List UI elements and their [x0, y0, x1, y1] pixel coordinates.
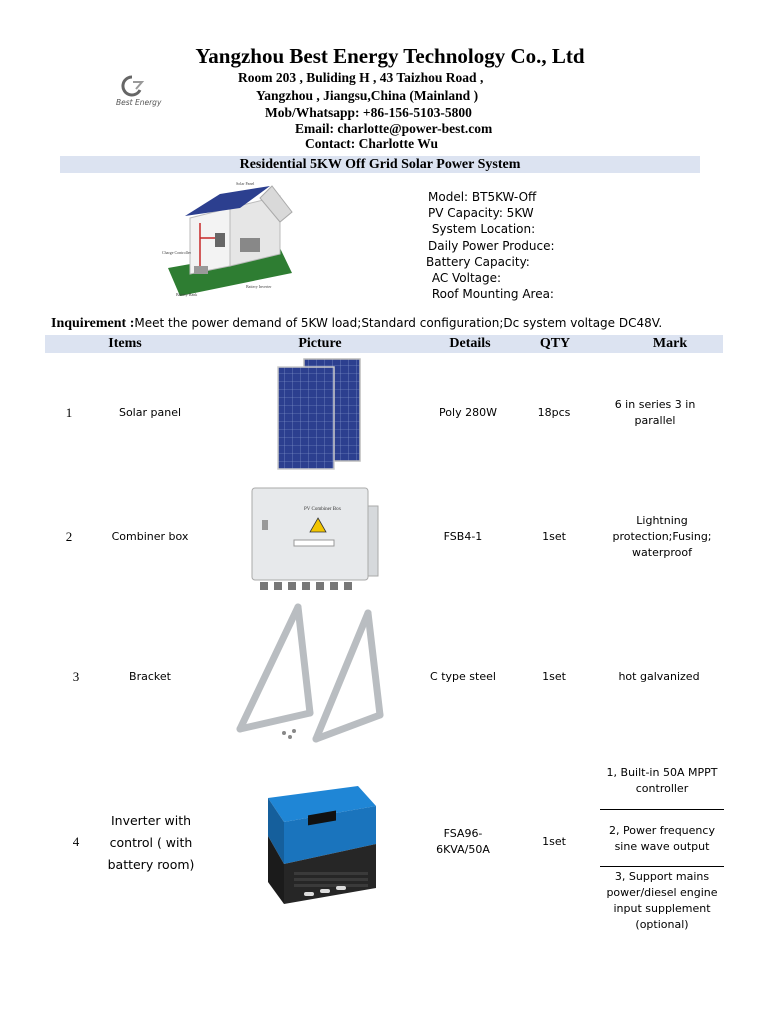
logo-text: Best Energy — [116, 98, 162, 107]
row-1-number: 1 — [65, 405, 73, 420]
spec-model: Model: BT5KW-Off — [428, 190, 537, 204]
requirement-line — [51, 316, 662, 332]
row-2-mark-line-1: Lightning — [636, 514, 688, 527]
spec-system-location: System Location: — [428, 222, 536, 237]
spec-roof-area: Roof Mounting Area: — [428, 287, 554, 302]
row-2-mark-line-2: protection;Fusing; — [612, 530, 712, 543]
row-1-mark — [600, 397, 710, 429]
row-4-mark-line-1: 1, Built-in 50A MPPT — [606, 766, 718, 779]
header-picture: Picture — [298, 336, 342, 351]
row-1-mark-line-2: parallel — [634, 414, 676, 427]
inverter-picture — [248, 784, 380, 913]
row-4-mark-line-6: power/diesel engine — [606, 886, 718, 899]
row-3-mark — [604, 669, 714, 685]
row-4-mark-line-3: 2, Power frequency — [609, 824, 715, 837]
row-4-item-line-2: control ( with — [109, 835, 193, 850]
solar-panel-picture — [276, 357, 362, 476]
company-title: Yangzhou Best Energy Technology Co., Ltd — [195, 44, 585, 68]
row-4-qty: 1set — [542, 835, 566, 848]
requirement-text: Meet the power demand of 5KW load;Standard configuration;Dc system voltage DC48V. — [134, 316, 663, 330]
mark-divider-1 — [600, 809, 724, 810]
company-logo — [112, 74, 174, 110]
combiner-box-label: PV Combiner Box — [304, 507, 342, 512]
row-4-mark-line-7: input supplement — [613, 902, 711, 915]
row-3-number: 3 — [72, 669, 80, 684]
spec-ac-voltage: AC Voltage: — [428, 271, 502, 286]
house-diagram-icon — [160, 178, 305, 303]
row-4-mark-line-5: 3, Support mains — [614, 870, 710, 883]
spec-list — [428, 189, 555, 302]
system-title-band: Residential 5KW Off Grid Solar Power System — [60, 156, 700, 173]
contact-name: Contact: Charlotte Wu — [305, 136, 438, 151]
row-4-item-line-3: battery room) — [107, 857, 195, 872]
spec-pv-capacity: PV Capacity: 5KW — [428, 206, 534, 221]
inverter-icon — [248, 784, 380, 908]
row-2-mark-line-3: waterproof — [632, 546, 692, 559]
address-line-2: Yangzhou , Jiangsu,China (Mainland ) — [256, 88, 479, 103]
mark-divider-2 — [600, 866, 724, 867]
header-qty: QTY — [539, 336, 571, 351]
row-4-mark-line-2: controller — [635, 782, 689, 795]
house-diagram — [160, 178, 305, 308]
row-2-item: Combiner box — [111, 530, 189, 543]
phone-number: Mob/Whatsapp: +86-156-5103-5800 — [265, 105, 472, 120]
best-energy-logo-icon — [112, 74, 152, 98]
row-1-item: Solar panel — [118, 406, 182, 419]
row-4-mark-part-2 — [600, 823, 724, 855]
row-4-mark-part-3 — [600, 869, 724, 933]
row-3-item: Bracket — [129, 670, 171, 683]
combiner-box-picture — [248, 484, 380, 601]
row-1-details: Poly 280W — [439, 406, 497, 419]
row-4-number: 4 — [72, 834, 80, 849]
diagram-label-battery-bank: Battery Bank — [176, 292, 198, 297]
row-4-mark-line-8: (optional) — [635, 918, 689, 931]
row-2-mark — [604, 513, 720, 561]
row-2-details: FSB4-1 — [443, 530, 483, 543]
row-4-details-line-2: 6KVA/50A — [436, 843, 490, 856]
email-address: Email: charlotte@power-best.com — [295, 121, 493, 136]
address-line-1: Room 203 , Buliding H , 43 Taizhou Road , — [238, 70, 484, 85]
row-1-mark-line-1: 6 in series 3 in — [614, 398, 696, 411]
header-mark: Mark — [652, 336, 688, 351]
row-4-mark-line-4: sine wave output — [614, 840, 710, 853]
combiner-box-icon — [248, 484, 380, 596]
spec-battery-capacity: Battery Capacity: — [426, 254, 530, 269]
bracket-icon — [232, 603, 390, 751]
row-4-mark-part-1 — [600, 765, 724, 797]
bracket-picture — [232, 603, 390, 756]
row-3-mark-line-1: hot galvanized — [618, 670, 700, 683]
row-4-details-line-1: FSA96- — [443, 827, 483, 840]
diagram-label-inverter: Battery Inverter — [246, 284, 272, 289]
row-2-qty: 1set — [542, 530, 566, 543]
row-3-qty: 1set — [542, 670, 566, 683]
row-4-item — [96, 810, 206, 876]
requirement-label: Inquirement : — [51, 316, 135, 331]
diagram-label-solar-panel: Solar Panel — [236, 181, 255, 186]
row-4-item-line-1: Inverter with — [110, 813, 192, 828]
row-3-details: C type steel — [430, 670, 496, 683]
spec-daily-power: Daily Power Produce: — [428, 238, 555, 253]
diagram-label-charge-controller: Charge Controller — [162, 250, 191, 255]
header-items: Items — [108, 336, 142, 351]
row-1-qty: 18pcs — [537, 406, 571, 419]
row-4-details — [418, 826, 508, 858]
row-2-number: 2 — [65, 529, 73, 544]
header-details: Details — [449, 336, 491, 351]
solar-panel-icon — [276, 357, 362, 471]
